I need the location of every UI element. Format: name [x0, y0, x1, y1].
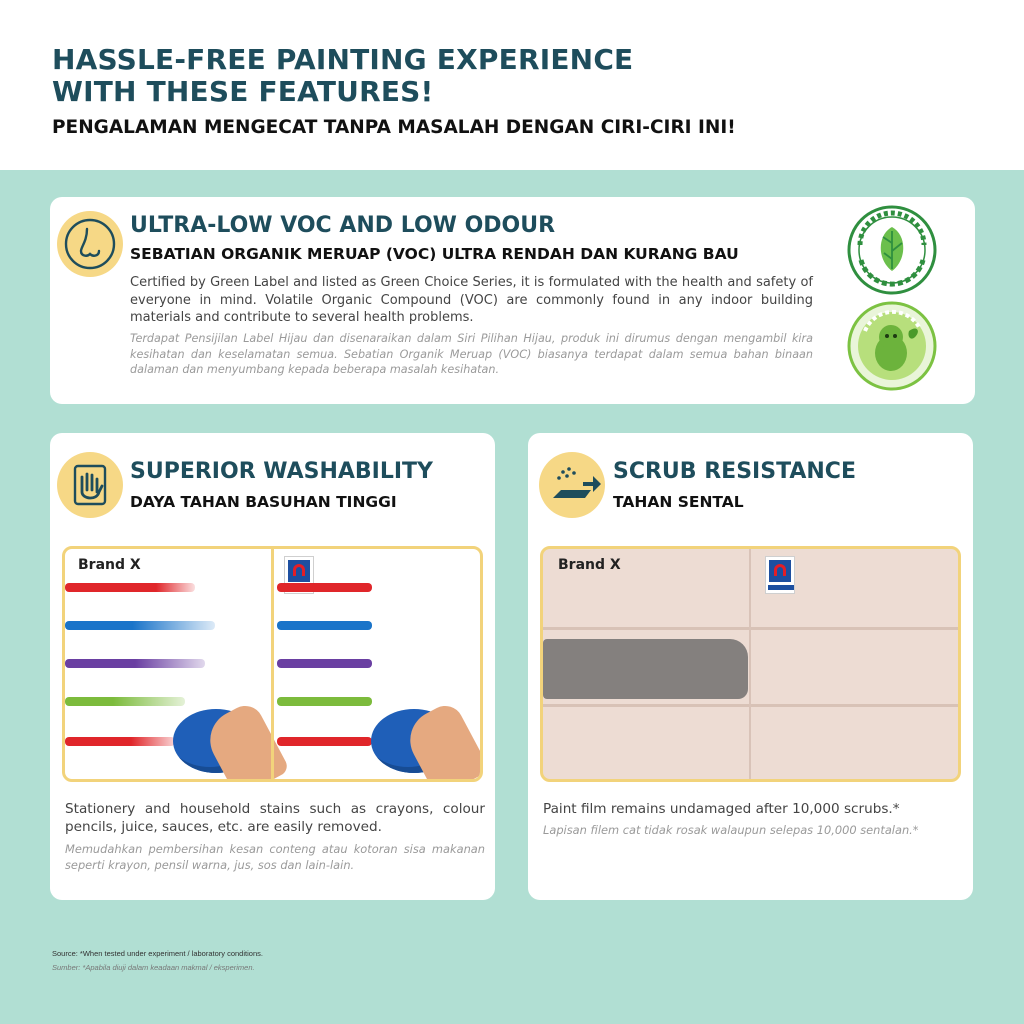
page-title-line2: WITH THESE FEATURES!: [52, 75, 434, 108]
scrub-brush-icon: [539, 452, 605, 518]
page-title: [52, 44, 633, 108]
washability-title: SUPERIOR WASHABILITY: [130, 459, 433, 484]
green-crayon-stroke: [65, 697, 185, 706]
scrub-body-en: Paint film remains undamaged after 10,000 scrubs.*: [543, 801, 900, 817]
voc-title: ULTRA-LOW VOC AND LOW ODOUR: [130, 213, 556, 238]
green-crayon-stroke: [277, 697, 372, 706]
washability-card: [50, 433, 495, 900]
voc-body-ms: Terdapat Pensijilan Label Hijau dan disenaraikan dalam Siri Pilihan Hijau, produk ini dirumus dengan mengambil kira kesihatan dan keselamatan semua. Sebatian Organik Meruap (VOC) biasanya terdapat dalam semua bahan binaan dalaman dan menyumbang kepada beberapa masalah kesihatan.: [130, 332, 813, 376]
nose-icon: [57, 211, 123, 277]
scrub-damage-mark: [543, 639, 748, 699]
blue-crayon-stroke: [277, 621, 372, 630]
scrub-photo: [540, 546, 961, 782]
brand-x-label: Brand X: [78, 557, 141, 573]
hand-stop-icon: [57, 452, 123, 518]
washability-photo: [62, 546, 483, 782]
voc-body-en: Certified by Green Label and listed as Green Choice Series, it is formulated with the health and safety of everyone in mind. Volatile Organic Compound (VOC) are commonly found in any indoor building materials and contribute to several health problems.: [130, 275, 813, 325]
footnote-source-ms: Sumber: *Apabila diuji dalam keadaan makmal / eksperimen.: [52, 963, 255, 972]
voc-card: [50, 197, 975, 404]
red-crayon-stroke: [65, 737, 175, 746]
scrub-body-ms: Lapisan filem cat tidak rosak walaupun selepas 10,000 sentalan.*: [543, 823, 919, 837]
scrub-title: SCRUB RESISTANCE: [613, 459, 856, 484]
purple-crayon-stroke: [65, 659, 205, 668]
purple-crayon-stroke: [277, 659, 372, 668]
page-title-line1: HASSLE-FREE PAINTING EXPERIENCE: [52, 43, 634, 76]
photo-divider: [271, 549, 274, 779]
nippon-paint-logo: [765, 556, 795, 594]
washability-subtitle: DAYA TAHAN BASUHAN TINGGI: [130, 493, 397, 511]
footnote-source-en: Source: *When tested under experiment / laboratory conditions.: [52, 949, 263, 958]
photo-divider: [749, 549, 751, 779]
brand-x-label: Brand X: [558, 557, 621, 573]
page-header: [0, 0, 1024, 170]
page-subtitle: PENGALAMAN MENGECAT TANPA MASALAH DENGAN CIRI-CIRI INI!: [52, 117, 736, 138]
green-choice-badge: [847, 301, 937, 391]
voc-subtitle: SEBATIAN ORGANIK MERUAP (VOC) ULTRA RENDAH DAN KURANG BAU: [130, 245, 739, 263]
red-crayon-stroke: [65, 583, 195, 592]
green-label-singapore-badge: [847, 205, 937, 295]
blue-crayon-stroke: [65, 621, 215, 630]
scrub-resistance-card: [528, 433, 973, 900]
washability-body-ms: Memudahkan pembersihan kesan conteng atau kotoran sisa makanan seperti krayon, pensil warna, jus, sos dan lain-lain.: [65, 842, 485, 872]
red-crayon-stroke: [277, 737, 372, 746]
washability-body-en: Stationery and household stains such as crayons, colour pencils, juice, sauces, etc. are easily removed.: [65, 801, 485, 835]
red-crayon-stroke: [277, 583, 372, 592]
scrub-subtitle: TAHAN SENTAL: [613, 493, 744, 511]
